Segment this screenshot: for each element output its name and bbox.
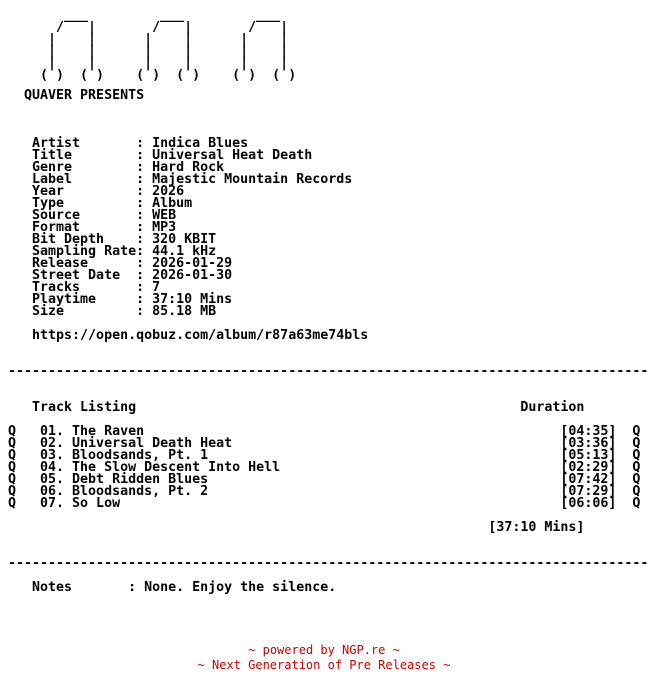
album-url: https://open.qobuz.com/album/r87a63me74bls xyxy=(8,328,369,343)
track-row: Q 06. Bloodsands, Pt. 2 [07:29] Q xyxy=(8,484,641,499)
info-line: Genre : Hard Rock xyxy=(8,160,225,175)
track-row: Q 07. So Low [06:06] Q xyxy=(8,496,641,511)
info-line: Type : Album xyxy=(8,196,193,211)
powered-by-line: ~ powered by NGP.re ~ xyxy=(248,643,400,657)
track-row: Q 04. The Slow Descent Into Hell [02:29] Q xyxy=(8,460,641,475)
tracklist-header: Track Listing Duration xyxy=(8,400,585,415)
info-line: Bit Depth : 320 KBIT xyxy=(8,232,217,247)
track-row: Q 02. Universal Death Heat [03:36] Q xyxy=(8,436,641,451)
track-row: Q 03. Bloodsands, Pt. 1 [05:13] Q xyxy=(8,448,641,463)
logo-line: | | | | | | xyxy=(8,56,289,71)
info-line: Source : WEB xyxy=(8,208,177,223)
info-line: Title : Universal Heat Death xyxy=(8,148,313,163)
info-line: Size : 85.18 MB xyxy=(8,304,217,319)
track-row: Q 05. Debt Ridden Blues [07:42] Q xyxy=(8,472,641,487)
notes-line: Notes : None. Enjoy the silence. xyxy=(8,580,337,595)
separator: -------------------------------------------------------------------------------- xyxy=(8,364,648,379)
info-line: Sampling Rate: 44.1 kHz xyxy=(8,244,217,259)
logo-line: / | / | / | xyxy=(8,20,289,35)
info-line: Tracks : 7 xyxy=(8,280,161,295)
info-line: Release : 2026-01-29 xyxy=(8,256,233,271)
info-line: Year : 2026 xyxy=(8,184,185,199)
info-line: Playtime : 37:10 Mins xyxy=(8,292,233,307)
logo-line: | | | | | | xyxy=(8,44,289,59)
logo-line: ( ) ( ) ( ) ( ) ( ) ( ) xyxy=(8,68,297,83)
ngp-tagline: ~ Next Generation of Pre Releases ~ xyxy=(197,658,451,672)
info-line: Format : MP3 xyxy=(8,220,177,235)
track-row: Q 01. The Raven [04:35] Q xyxy=(8,424,641,439)
info-line: Artist : Indica Blues xyxy=(8,136,249,151)
info-line: Street Date : 2026-01-30 xyxy=(8,268,233,283)
presents-title: QUAVER PRESENTS xyxy=(8,88,145,103)
logo-line: ___ ___ ___ xyxy=(8,8,281,23)
info-line: Label : Majestic Mountain Records xyxy=(8,172,353,187)
logo-line: | | | | | | xyxy=(8,32,289,47)
separator: -------------------------------------------------------------------------------- xyxy=(8,556,648,571)
total-duration: [37:10 Mins] xyxy=(8,520,585,535)
nfo-text xyxy=(8,6,648,594)
